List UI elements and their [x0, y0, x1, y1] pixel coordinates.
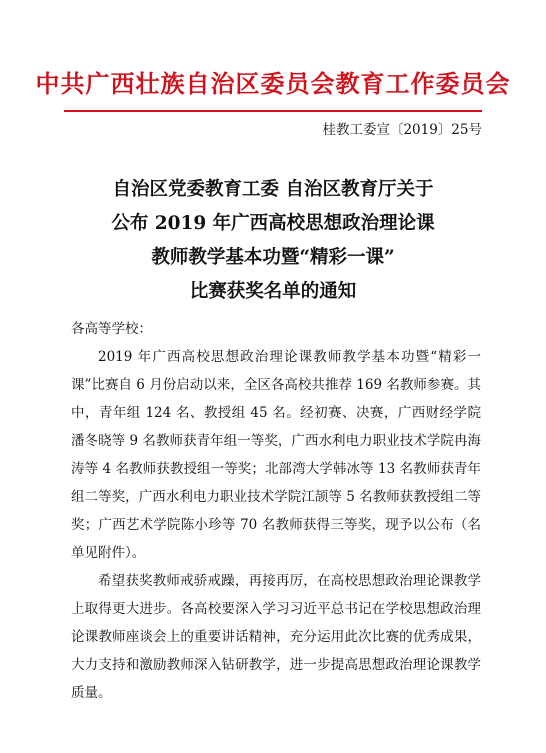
body-paragraph-2: 希望获奖教师戒骄戒躁，再接再厉，在高校思想政治理论课教学上取得更大进步。各高校要深入学习习近平总书记在学校思想政治理论课教师座谈会上的重要讲话精神，充分运用此次比赛的优秀成果，大力支持和激励教师深入钻研教学，进一步提高思想政治理论课教学质量。 — [71, 573, 481, 701]
issuing-organization: 中共广西壮族自治区委员会教育工作委员会 — [35, 69, 511, 98]
body-paragraph-1: 2019 年广西高校思想政治理论课教师教学基本功暨“精彩一课”比赛自 6 月份启动以来，全区各高校共推荐 169 名教师参赛。其中，青年组 124 名、教授组 45 名。经初赛、决赛，广西财经学院潘冬晓等 9 名教师获青年组一等奖，广西水利电力职业技术学院冉海涛等 4 名教师获教授组一等奖；北部湾大学韩冰等 13 名教师获青年组二等奖，广西水利电力职业技术学院江颉等 5 名教师获教授组二等奖；广西艺术学院陈小珍等 70 名教师获得三等奖，现予以公布（名单见附件）。 — [71, 349, 481, 561]
document-title — [0, 173, 546, 309]
document-body — [71, 315, 481, 707]
title-line-4: 比赛获奖名单的通知 — [189, 281, 357, 302]
title-line-3: 教师教学基本功暨“精彩一课” — [151, 247, 395, 268]
header-red-rule — [64, 110, 482, 112]
title-line-1: 自治区党委教育工委 自治区教育厅关于 — [112, 179, 434, 200]
document-number: 桂教工委宣〔2019〕25号 — [322, 122, 482, 138]
salutation: 各高等学校： — [71, 321, 152, 337]
title-line-2: 公布 2019 年广西高校思想政治理论课 — [111, 213, 435, 234]
